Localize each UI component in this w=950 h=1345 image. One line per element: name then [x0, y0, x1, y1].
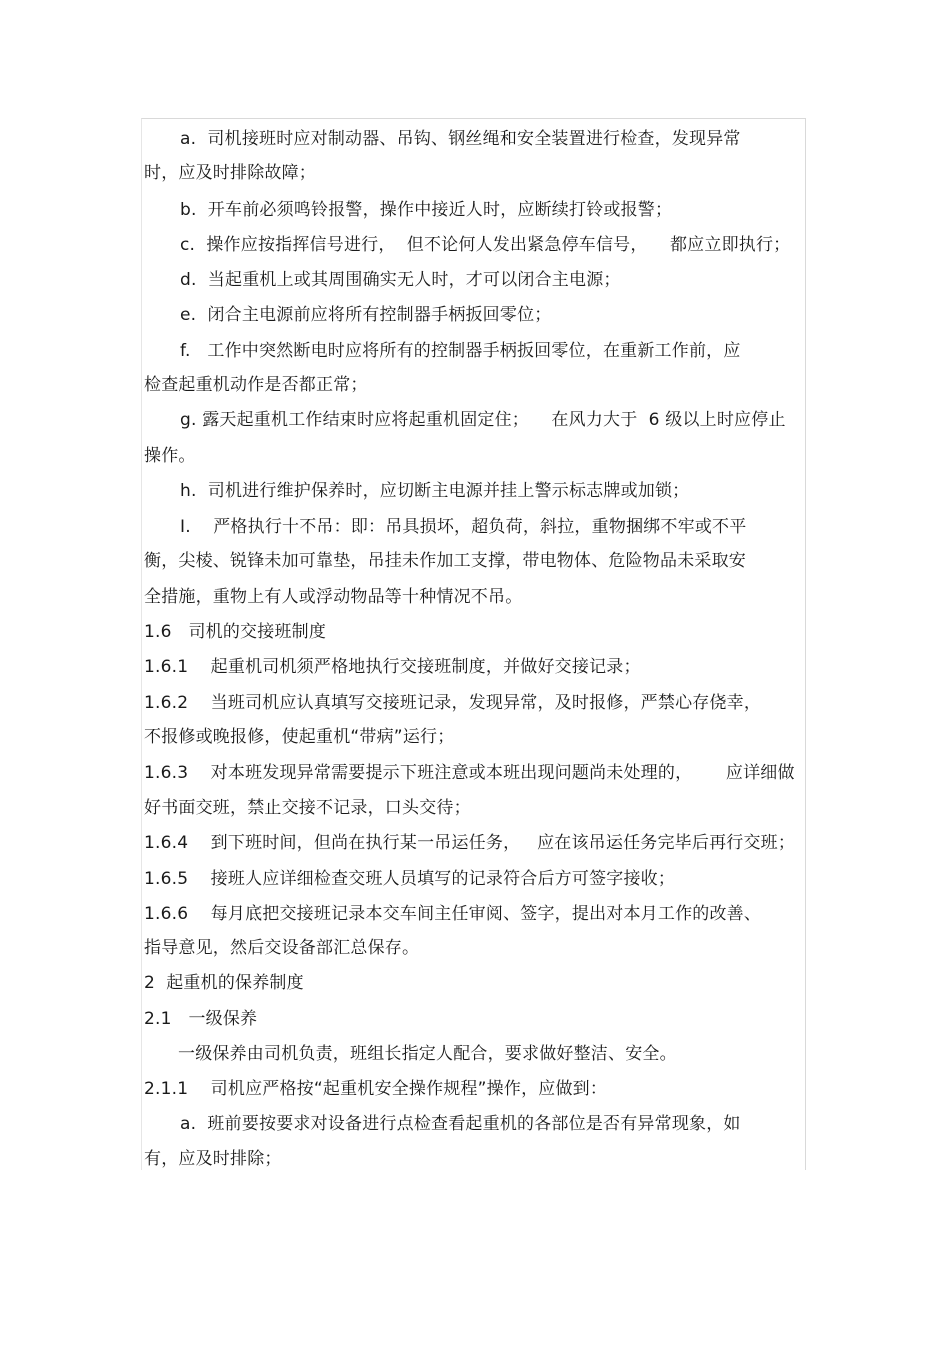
section-heading: 1.6 司机的交接班制度: [144, 622, 327, 642]
text-line: 1.6.3 对本班发现异常需要提示下班注意或本班出现问题尚未处理的， 应详细做: [144, 763, 795, 783]
text-line: b. 开车前必须鸣铃报警，操作中接近人时，应断续打铃或报警；: [180, 200, 673, 220]
section-heading: 2.1 一级保养: [144, 1009, 258, 1029]
text-line: 一级保养由司机负责，班组长指定人配合，要求做好整洁、安全。: [178, 1044, 677, 1064]
text-line: 1.6.4 到下班时间，但尚在执行某一吊运任务， 应在该吊运任务完毕后再行交班；: [144, 833, 796, 853]
text-line: 1.6.2 当班司机应认真填写交接班记录，发现异常，及时报修，严禁心存侥幸，: [144, 693, 762, 713]
section-heading: 2 起重机的保养制度: [144, 973, 304, 993]
text-line: d. 当起重机上或其周围确实无人时，才可以闭合主电源；: [180, 270, 621, 290]
text-line: 有，应及时排除；: [144, 1149, 282, 1169]
text-line: 指导意见，然后交设备部汇总保存。: [144, 938, 420, 958]
text-line: 1.6.6 每月底把交接班记录本交车间主任审阅、签字，提出对本月工作的改善、: [144, 904, 762, 924]
text-line: 不报修或晚报修，使起重机“带病”运行；: [144, 727, 455, 747]
text-line: f. 工作中突然断电时应将所有的控制器手柄扳回零位，在重新工作前，应: [180, 341, 741, 361]
text-line: h. 司机进行维护保养时，应切断主电源并挂上警示标志牌或加锁；: [180, 481, 690, 501]
text-line: 全措施，重物上有人或浮动物品等十种情况不吊。: [144, 587, 523, 607]
text-line: 1.6.1 起重机司机须严格地执行交接班制度，并做好交接记录；: [144, 657, 641, 677]
text-line: e. 闭合主电源前应将所有控制器手柄扳回零位；: [180, 305, 552, 325]
text-line: g. 露天起重机工作结束时应将起重机固定住； 在风力大于 6 级以上时应停止: [180, 410, 786, 430]
text-line: 衡，尖棱、锐锋未加可靠垫，吊挂未作加工支撑，带电物体、危险物品未采取安: [144, 551, 746, 571]
text-line: 1.6.5 接班人应详细检查交班人员填写的记录符合后方可签字接收；: [144, 869, 676, 889]
text-line: a. 班前要按要求对设备进行点检查看起重机的各部位是否有异常现象，如: [180, 1114, 741, 1134]
text-line: 操作。: [144, 446, 196, 466]
text-line: 2.1.1 司机应严格按“起重机安全操作规程”操作，应做到：: [144, 1079, 608, 1099]
text-line: a. 司机接班时应对制动器、吊钩、钢丝绳和安全装置进行检查，发现异常: [180, 129, 741, 149]
text-line: 检查起重机动作是否都正常；: [144, 375, 368, 395]
text-line: I. 严格执行十不吊：即：吊具损坏，超负荷，斜拉，重物捆绑不牢或不平: [180, 517, 747, 537]
text-line: c. 操作应按指挥信号进行， 但不论何人发出紧急停车信号， 都应立即执行；: [180, 235, 791, 255]
text-line: 时，应及时排除故障；: [144, 163, 316, 183]
text-line: 好书面交班，禁止交接不记录，口头交待；: [144, 798, 471, 818]
